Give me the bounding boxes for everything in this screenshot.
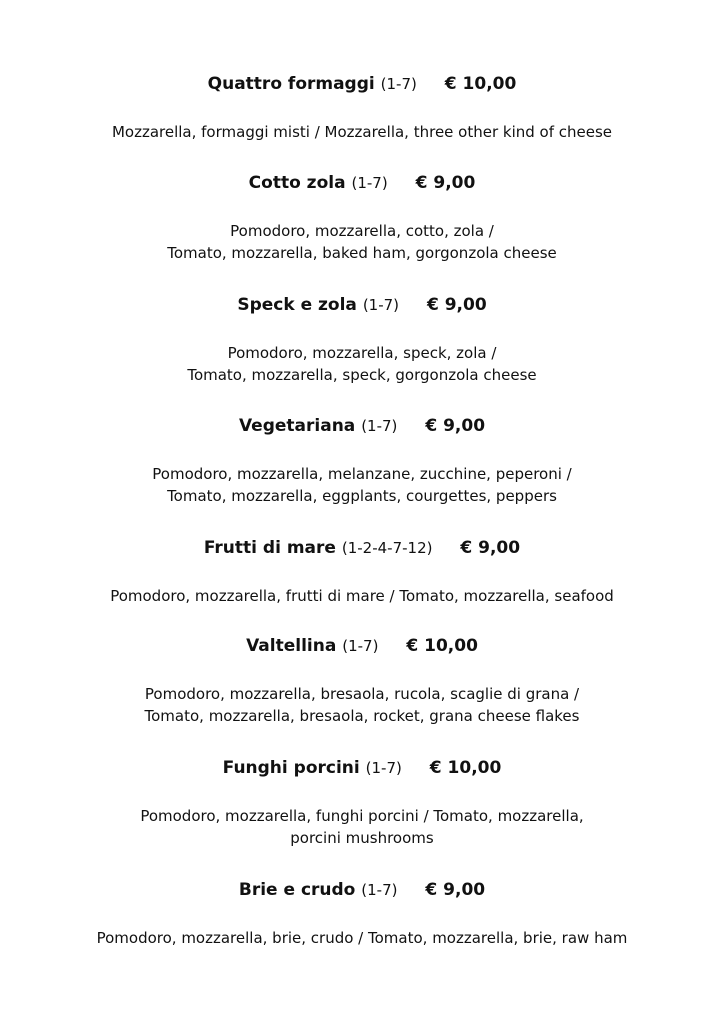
description-line: Pomodoro, mozzarella, melanzane, zucchine, peperoni /: [152, 465, 572, 483]
description-line: Pomodoro, mozzarella, bresaola, rucola, scaglie di grana /: [144, 685, 580, 703]
item-name: Vegetariana: [238, 416, 356, 436]
item-allergens: (1-2-4-7-12): [341, 539, 433, 557]
item-title: [0, 635, 724, 657]
description-line: Mozzarella, formaggi misti / Mozzarella, three other kind of cheese: [111, 123, 613, 141]
menu-item-speck-e-zola: [0, 294, 724, 386]
item-name: Brie e crudo: [238, 880, 356, 900]
item-price: € 10,00: [406, 636, 478, 656]
item-price: € 9,00: [415, 173, 476, 193]
item-name: Valtellina: [246, 636, 337, 656]
menu-item-valtellina: [0, 635, 724, 727]
item-allergens: (1-7): [342, 637, 379, 655]
item-price: € 9,00: [426, 295, 487, 315]
item-allergens: (1-7): [365, 759, 402, 777]
item-description: [0, 342, 724, 386]
item-allergens: (1-7): [380, 75, 417, 93]
item-description: [0, 121, 724, 143]
item-name: Funghi porcini: [222, 758, 360, 778]
item-title: [0, 415, 724, 437]
item-allergens: (1-7): [361, 881, 398, 899]
item-price: € 9,00: [425, 880, 486, 900]
description-line: Pomodoro, mozzarella, funghi porcini / Tomato, mozzarella,: [140, 807, 584, 825]
item-price: € 10,00: [429, 758, 502, 778]
item-name: Speck e zola: [237, 295, 357, 315]
item-description: [0, 585, 724, 607]
item-price: € 9,00: [425, 416, 486, 436]
item-name: Frutti di mare: [203, 538, 336, 558]
menu-item-cotto-zola: [0, 172, 724, 264]
description-line: Pomodoro, mozzarella, speck, zola /: [227, 344, 497, 362]
item-title: [0, 879, 724, 901]
description-line: Pomodoro, mozzarella, frutti di mare / Tomato, mozzarella, seafood: [110, 587, 614, 605]
menu-item-quattro-formaggi: [0, 73, 724, 143]
item-description: [0, 463, 724, 507]
menu-item-funghi-porcini: [0, 757, 724, 849]
item-title: [0, 757, 724, 779]
description-line: porcini mushrooms: [290, 829, 434, 847]
item-title: [0, 73, 724, 95]
description-line: Tomato, mozzarella, bresaola, rocket, grana cheese flakes: [144, 707, 580, 725]
item-description: [0, 683, 724, 727]
item-description: [0, 220, 724, 264]
description-line: Tomato, mozzarella, speck, gorgonzola cheese: [187, 366, 537, 384]
item-title: [0, 294, 724, 316]
description-line: Pomodoro, mozzarella, brie, crudo / Tomato, mozzarella, brie, raw ham: [96, 929, 628, 947]
menu-item-frutti-di-mare: [0, 537, 724, 607]
item-allergens: (1-7): [361, 417, 398, 435]
item-description: [0, 927, 724, 949]
description-line: Tomato, mozzarella, baked ham, gorgonzola cheese: [167, 244, 557, 262]
item-title: [0, 172, 724, 194]
item-allergens: (1-7): [351, 174, 388, 192]
item-price: € 10,00: [444, 74, 517, 94]
menu-item-vegetariana: [0, 415, 724, 507]
item-name: Quattro formaggi: [207, 74, 375, 94]
description-line: Tomato, mozzarella, eggplants, courgettes, peppers: [167, 487, 557, 505]
description-line: Pomodoro, mozzarella, cotto, zola /: [230, 222, 494, 240]
menu-item-brie-e-crudo: [0, 879, 724, 949]
item-price: € 9,00: [460, 538, 521, 558]
item-name: Cotto zola: [248, 173, 346, 193]
item-title: [0, 537, 724, 559]
item-allergens: (1-7): [362, 296, 400, 314]
item-description: [0, 805, 724, 849]
